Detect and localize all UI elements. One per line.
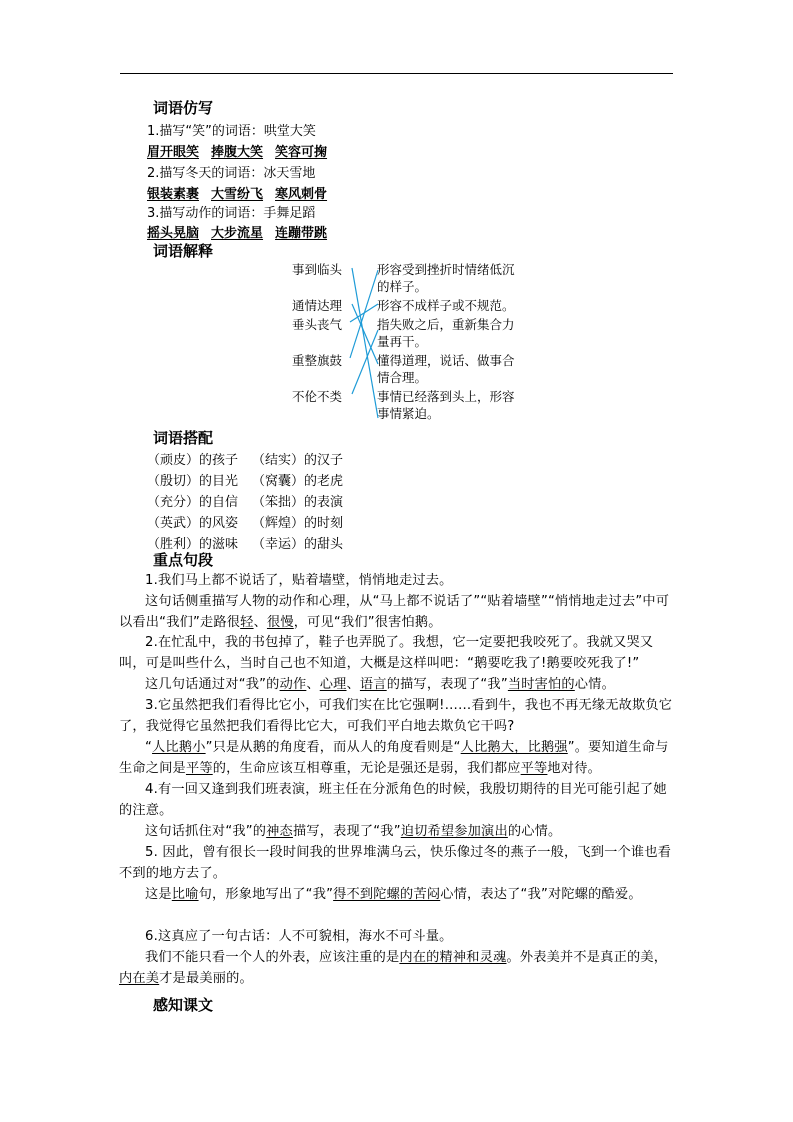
collocate-item: （结实）的汉子: [252, 453, 344, 468]
answer-underline: 迫切希望参加演出: [400, 824, 508, 839]
text: 这几句话通过对“我”的: [145, 677, 280, 692]
explain-term: 不伦不类: [292, 389, 343, 404]
imitate-answer: 银装素裹: [147, 187, 200, 202]
imitate-answer: 摇头晃脑: [147, 226, 200, 241]
definition-line: 指失败之后，重新集合力: [377, 317, 515, 332]
text: 描写，表现了“我”: [292, 824, 401, 839]
answer-underline: 动作: [279, 677, 307, 692]
section-title-text: 感知课文: [153, 996, 214, 1014]
definition-line: 事情紧迫。: [377, 406, 440, 421]
answer-underline: 语言: [359, 677, 387, 692]
text: 的，生命应该互相尊重，无论是强还是弱，我们都应: [212, 761, 521, 776]
answer-underline: 内在美: [119, 971, 160, 986]
analysis-4: [119, 821, 675, 842]
text: 地对待。: [547, 761, 601, 776]
imitate-answer: 大雪纷飞: [211, 187, 264, 202]
imitate-answer: 大步流星: [211, 226, 264, 241]
imitate-answer: 连蹦带跳: [275, 226, 328, 241]
collocate-row: [147, 491, 343, 510]
text: 句，形象地写出了“我”: [198, 887, 334, 902]
text: 的心情。: [507, 824, 562, 839]
definition-line: 形容不成样子或不规范。: [377, 298, 515, 313]
text: ”。要知道生命与生命之间是: [119, 740, 669, 776]
answer-underline: 人比鹅小: [152, 740, 206, 755]
imitate-answer: 捧腹大笑: [211, 145, 264, 160]
imitate-answer: 笑容可掬: [275, 145, 328, 160]
section-title-imitate: 词语仿写: [153, 99, 214, 117]
collocate-row: [147, 512, 343, 531]
collocate-item: （顽皮）的孩子: [147, 453, 239, 468]
analysis-1: [119, 591, 675, 633]
definition-line: 的样子。: [377, 279, 428, 294]
section-title-explain: 词语解释: [153, 242, 214, 260]
answer-underline: 神态: [266, 824, 293, 839]
definition-line: 量再干。: [377, 334, 428, 349]
collocate-row: [147, 449, 343, 468]
section-title-key-sentences: 重点句段: [153, 551, 214, 569]
collocate-row: [147, 470, 343, 489]
text: 心情，表达了“我”对陀螺的酷爱。: [440, 887, 642, 902]
explain-term: 垂头丧气: [292, 317, 343, 332]
text: 、: [253, 615, 267, 630]
collocate-item: （充分）的自信: [147, 495, 239, 510]
text: 这句话侧重描写人物的动作和心理，从“马上都不说话了”“贴着墙壁”“悄悄地走过去”中可以看出“我们”走路很: [119, 594, 670, 630]
key-sentence-6: 6.这真应了一句古话：人不可貌相，海水不可斗量。: [145, 929, 453, 944]
key-sentence-4: 4.有一回又逢到我们班表演，班主任在分派角色的时候，我殷切期待的目光可能引起了她的注意。: [119, 782, 667, 818]
collocate-item: （窝囊）的老虎: [252, 474, 344, 489]
analysis-6: [119, 947, 675, 989]
explain-term: 重整旗鼓: [292, 353, 343, 368]
answer-underline: 平等: [185, 761, 213, 776]
definition-line: 形容受到挫折时情绪低沉: [377, 262, 515, 277]
answer-underline: 心理: [319, 677, 347, 692]
answer-underline: 内在的精神和灵魂: [399, 950, 507, 965]
text: ”只是从鹅的角度看，而从人的角度看则是“: [205, 740, 461, 755]
imitate-prompt-3: 3.描写动作的词语：手舞足蹈: [147, 206, 316, 221]
answer-underline: 当时害怕的: [507, 677, 575, 692]
answer-underline: 轻: [240, 615, 254, 630]
answer-underline: 比喻: [171, 887, 199, 902]
imitate-answer: 寒风刺骨: [275, 187, 328, 202]
text: 我们不能只看一个人的外表，应该注重的是: [145, 950, 400, 965]
explain-term: 事到临头: [292, 262, 343, 277]
definition-line: 事情已经落到头上，形容: [377, 389, 515, 404]
section-title-collocate: 词语搭配: [153, 429, 214, 447]
answer-underline: 很慢: [266, 615, 294, 630]
collocate-item: （英武）的风姿: [147, 516, 239, 531]
text: 、: [306, 677, 320, 692]
answer-underline: 人比鹅大，比鹅强: [460, 740, 568, 755]
text: 才是最美丽的。: [159, 971, 253, 986]
text: 这是: [145, 887, 172, 902]
imitate-answer: 眉开眼笑: [147, 145, 200, 160]
text: 心情。: [574, 677, 615, 692]
definition-line: 情合理。: [377, 370, 428, 385]
text: 这句话抓住对“我”的: [145, 824, 267, 839]
collocate-item: （殷切）的目光: [147, 474, 239, 489]
key-sentence-3: 3.它虽然把我们看得比它小，可我们实在比它强啊!……看到牛，我也不再无缘无故欺负它了，我觉得它虽然把我们看得比它大，可我们平白地去欺负它干吗?: [119, 698, 673, 734]
analysis-5: [119, 884, 675, 905]
collocate-item: （幸运）的甜头: [252, 537, 344, 552]
text: 。外表美并不是真正的美，: [506, 950, 668, 965]
analysis-2: [119, 674, 675, 695]
text: ，可见“我们”很害怕鹅。: [293, 615, 442, 630]
key-sentence-2: 2.在忙乱中，我的书包掉了，鞋子也弄脱了。我想，它一定要把我咬死了。我就又哭又叫，可是叫些什么，当时自己也不知道，大概是这样叫吧：“鹅要吃我了!鹅要咬死我了!”: [119, 635, 654, 671]
imitate-prompt-2: 2.描写冬天的词语：冰天雪地: [147, 166, 316, 181]
imitate-prompt-1: 1.描写“笑”的词语：哄堂大笑: [147, 124, 316, 139]
key-sentence-5: 5. 因此，曾有很长一段时间我的世界堆满乌云，快乐像过冬的燕子一般，飞到一个谁也看不到的地方去了。: [119, 845, 672, 881]
collocate-item: （笨拙）的表演: [252, 495, 344, 510]
answer-underline: 平等: [520, 761, 548, 776]
collocate-item: （辉煌）的时刻: [252, 516, 344, 531]
text: 的描写，表现了“我”: [386, 677, 508, 692]
collocate-item: （胜利）的滋味: [147, 537, 239, 552]
definition-line: 懂得道理，说话、做事合: [377, 353, 515, 368]
answer-underline: 得不到陀螺的苦闷: [333, 887, 441, 902]
text: 、: [346, 677, 360, 692]
text: “: [145, 740, 153, 755]
match-line: [352, 268, 378, 418]
explain-term: 通情达理: [292, 298, 343, 313]
analysis-3: [119, 737, 675, 779]
key-sentence-1: 1.我们马上都不说话了，贴着墙壁，悄悄地走过去。: [145, 573, 453, 588]
